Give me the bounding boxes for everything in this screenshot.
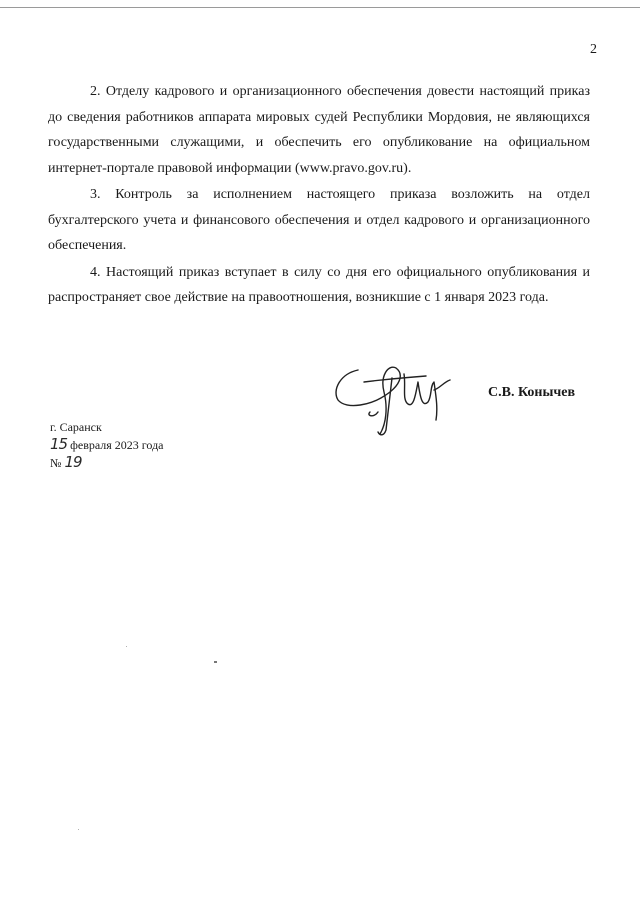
signer-name: С.В. Конычев xyxy=(488,385,576,400)
paragraph-2: 2. Отделу кадрового и организационного обеспечения довести настоящий приказ до сведения работников аппарата мировых судей Республики Мордовия, не являющихся государственными служащими, и обеспечить его опубликование на официальном интернет-портале правовой информации (www.pravo.gov.ru). xyxy=(48,84,590,176)
date-line xyxy=(50,436,164,454)
handwritten-day: 15 xyxy=(50,435,68,453)
scan-speck xyxy=(214,661,217,663)
order-body xyxy=(48,79,590,311)
scan-top-edge xyxy=(0,7,640,8)
city-line xyxy=(50,419,164,436)
number-line xyxy=(50,454,164,472)
handwritten-number: 19 xyxy=(64,453,82,471)
scan-speck xyxy=(78,829,79,830)
scan-speck xyxy=(126,646,127,647)
paragraph-3: 3. Контроль за исполнением настоящего приказа возложить на отдел бухгалтерского учета и финансового обеспечения и отдел кадрового и организационного обеспечения. xyxy=(48,187,590,253)
place-date-block xyxy=(50,419,164,472)
city: г. Саранск xyxy=(50,420,102,434)
number-prefix: № xyxy=(50,456,62,470)
date-text: февраля 2023 года xyxy=(70,438,164,452)
handwritten-signature xyxy=(330,352,480,442)
page-number: 2 xyxy=(590,42,597,57)
paragraph-4: 4. Настоящий приказ вступает в силу со дня его официального опубликования и распространяет свое действие на правоотношения, возникшие с 1 января 2023 года. xyxy=(48,264,590,305)
